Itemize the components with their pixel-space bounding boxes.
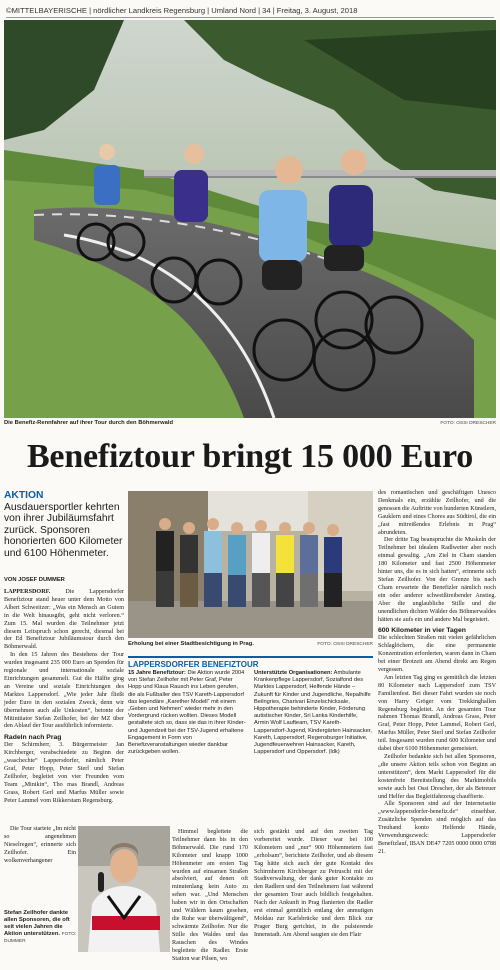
main-photo-caption <box>4 420 364 426</box>
portrait-credit: FOTO: DUMMER <box>4 932 77 944</box>
prague-caption <box>128 641 318 647</box>
portrait-photo <box>78 826 170 952</box>
paragraph: Die Tour startete „Im nicht so angenehmen Nieselregen“, erinnerte sich Zeilhofer. Ein wolkenverhangener <box>4 826 76 864</box>
paragraph: Die schlechten Straßen mit vielen gefährlichen Schlaglöchern, die eine permanente Konzentration erforderten, waren dann in Cham bei einer Brotzeit am Abend direkt am Regen vergessen. <box>378 635 496 674</box>
byline: VON JOSEF DUMMER <box>4 577 65 583</box>
article-column-4 <box>378 490 496 857</box>
paragraph: Der dritte Tag beanspruchte die Muskeln der Teilnehmer bei idealem Radlwetter aber noch einmal gewaltig. „Am Ziel in Cham standen 180 Kilometer und fast 2500 Höhenmeter hinter uns, die es in sich hatten“, erinnerte sich Stefan Zeilhofer. Von der Grenze bis nach Cham erwartete die Benefizler nämlich noch ein oder anderer schweißtreibender Anstieg. Aber die unglaubliche Stille und die unendlichen dichten Wälder des Böhmerwaldes hätten sie aufs ein und andere Mal begeistert. <box>378 537 496 623</box>
paragraph: sich gestärkt und auf den zweiten Tag vorbereitet wurde. Dieser war bei 100 Kilometern und „nur“ 900 Höhenmetern fast „erholsam“, berichtete Zeilhofer, und ab diesem Tag hätte sich auch der gute Kontakt des Schirmherrn Kirchberger zu Petruschi mit der Stadtverwaltung, der dank guter Kontakte zu den Radlern und den Teilnehmern fast während der gesamten Tour auch bildlich festgehalten. Nach der Ankunft in Prag flanierten die Radler erst einmal gemütlich entlang der anmutigen Moldau zur Karlsbrücke und dem Blick zur Prager Burg gerichtet, in die pulsierende Innenstadt. Am Abend saugten sie den Flair <box>254 829 373 938</box>
paragraph: Der Schirmherr, 3. Bürgermeister Jan Kirchberger, verabschiedete zu Beginn der „waschechte“ Lappersdorfer, nämlich Peter Graf, Peter Hopp, Peter Sterl und Stefan Zeilhofer, begleitet von vier Freunden vom Team „Minikin“, Tho mas Brandl, Andreas Grass, Robert Gerl und Marfus Müller sowie Peter Lammel vom Rikkerstam Regensburg. <box>4 742 124 804</box>
prague-caption-text: Erholung bei einer Stadtbesichtigung in Prag. <box>128 641 254 647</box>
infobox-right <box>254 670 373 756</box>
main-photo-credit: FOTO: OSSI DRESCHER <box>440 421 496 426</box>
page-header: ©MITTELBAYERISCHE | nördlicher Landkreis Regensburg | Umland Nord | 34 | Freitag, 3. August, 2018 <box>6 6 494 18</box>
portrait-caption <box>4 910 78 945</box>
paragraph: Himmel begleitete die Teilnehmer dann bis in den Böhmerwald. Die rund 170 Kilometer und knapp 1000 Höhenmeter am ersten Tag wurden auf einsamen Straßen absolviert, auf denen oft minutenlang kein Auto zu sehen war. „Und Menschen haben wir in den Ortschaften und Wäldern kaum gesehen, die Ruhe war überwältigend“, schwärmte Zeilhofer. Nur die Stille des Waldes und das Rauschen des Windes begleitete die Radler. Erste Station war Pilsen, wo <box>172 829 248 962</box>
subheading: 600 Kilometer in vier Tagen <box>378 627 466 635</box>
infobox-left-text: Die Aktion wurde 2004 von Stefan Zeilhofer mit Peter Graf, Peter Hopp und Klaus Rausch ins Leben gerufen, die als Fußballer des TSV Kareth-Lappersdorf das legendäre „Karether Modell“ mit einem „Geben und Nehmen“ wieder mehr in den Vordergrund rücken wollten. Dieses Modell gestaltete sich so, dass sie das in ihrer Kinder- und Jugendzeit bei der TSV-Jugend erhaltene Engagement in Form von Benefizveranstaltungen wieder dankbar zurückgeben wollen. <box>128 670 246 756</box>
article-column-3 <box>254 829 373 940</box>
main-photo-caption-text: Die Benefiz-Rennfahrer auf ihrer Tour durch den Böhmerwald <box>4 420 173 426</box>
main-photo <box>4 20 496 418</box>
infobox-title: LAPPERSDORFER BENEFIZTOUR <box>128 656 373 669</box>
speaker-photo <box>78 826 170 952</box>
intro-text: Ausdauersportler kehrten von ihrer Jubiläumsfahrt zurück. Sponsoren honorierten 600 Kilometer und 6100 Höhenmeter. <box>4 501 123 559</box>
headline: Benefiztour bringt 15 000 Euro <box>26 438 474 475</box>
paragraph: Am letzten Tag ging es gemütlich die letzten 80 Kilometer nach Lappersdorf zum TSV Familienfest. Bei dieser Fahrt wurden sie noch von Harry Gröger vom Trekkinghallen Regensburg begleitet. An der gesamten Tour nahmen Thomas Brandl, Andreas Grass, Peter Graf, Peter Hopp, Peter Lammel, Robert Gerl, Marfus Müller, Peter Sterl und Stefan Zeilhofer teil. Insgesamt wurden rund 600 Kilometer und dabei über 6100 Höhenmeter gemeistert. <box>378 674 496 753</box>
paragraph <box>4 589 124 652</box>
subheading: Radeln nach Prag <box>4 734 62 742</box>
intro-kicker: AKTION <box>4 490 44 501</box>
prague-credit: FOTO: OSSI DRESCHER <box>317 642 373 647</box>
article-column-1 <box>4 589 124 806</box>
paragraph: des romantischen und geschäftigen Unesco Denkmals ein, erzählte Zeilhofer, und die genossen die Auftritte von hunderten Künstlern, Gauklern und eines Chores aus Südtirol, die ein „fast mitreißendes Erlebnis in Prag“ abrundeten. <box>378 490 497 536</box>
paragraph-text: Die Lappersdorfer Benefiztour stand heuer unter dem Motto von Albert Schweitzer: „Was ein Mensch an Gutem in die Welt hinausgibt, geht nicht verloren.“ Zum 15. Mal wurden die Teilnehmer jetzt diesem Leitspruch schon gerecht, diesmal bei der Ed Benefiztour Jubiläumstour durch den Böhmerwald. <box>4 589 124 651</box>
infobox-left-lead: 15 Jahre Benefiztour: <box>128 670 186 676</box>
paragraph: In den 15 Jahren des Bestehens der Tour wurden insgesamt 235 000 Euro an Spenden für regionale und internationale soziale Einrichtungen gesammelt. Gut die Hälfte ging an Vereine und soziale Einrichtungen des Marktes Lappersdorf. „Wie jeder Jahr fließt jeder Euro in den sozialen Zweck, denn wir übernehmen auch alle Unkosten“, betonte der Mitinitiator Stefan Zeilhofer, bei der MZ über den Ablauf der Tour ausführlich informierte. <box>4 652 124 730</box>
intro <box>4 490 124 560</box>
dateline: LAPPERSDORF. <box>4 589 51 595</box>
paragraph: Zeilhofer bedankte sich bei allen Sponsoren, „die unsere Aktion teils schon von Beginn an unterstützen“, dem Markt Lappersdorf für die kostenfreie Bereitstellung des Marktmobils sowie auch bei Ossi Drescher, der als Betreuer und Helfer das Begleitfahrzeug chauffierte. <box>378 754 496 800</box>
infobox-right-text: Ambulante Krankenpflege Lappersdorf, Sozialfond des Marktes Lappersdorf, Helfende Hände – Zukunft für Kinder und Jugendliche, Nepalhilfe Beilngries, Charivari Einzelschicksale, Hippotherapie behinderte Kinder, Förderung autistischer Kinder, Sri Lanka Kinderhilfe, Armin Wolf Laufteam, TSV Kareth-Lappersdorf-Jugend, Kindergärten Hainsacker, Kareth, Lappersdorf, Regensburger Initiative, Jugendfeuerwehren Hainsacker, Kareth, Lappersdorf und Oppersdorf. (ldk) <box>254 670 372 756</box>
article-column-2 <box>172 829 248 963</box>
paragraph: Alle Sponsoren sind auf der Internetseite „www.lappersdorfer-benefiz.de“ einsehbar. Zusätzliche Spenden sind möglich auf das Treuhand konto Helfende Hände, Verwendungszweck: Lappersdorfer Benefizlauf, IBAN DE47 7205 0000 0000 0788 21. <box>378 801 496 855</box>
group-photo <box>128 491 373 638</box>
infobox-right-lead: Unterstützte Organisationen: <box>254 670 333 676</box>
infobox-left <box>128 670 246 756</box>
article-column-1-end <box>4 826 76 866</box>
portrait-caption-text: Stefan Zeilhofer dankte allen Sponsoren, die oft seit vielen Jahren die Aktion unterstützen. <box>4 910 70 937</box>
prague-photo <box>128 491 373 638</box>
cyclists-photo <box>4 20 496 418</box>
